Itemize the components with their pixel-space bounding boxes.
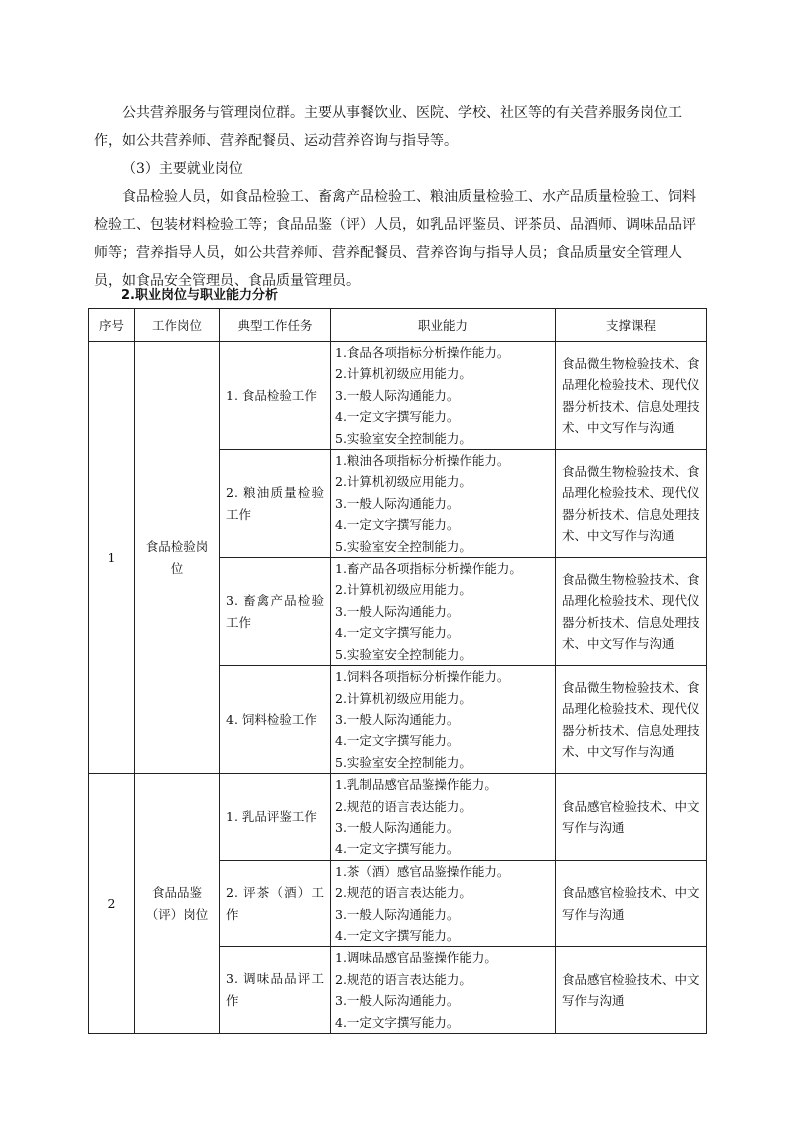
post-name: 食品品鉴（评）岗位 xyxy=(135,774,220,1034)
course-list: 食品微生物检验技术、食品理化检验技术、现代仪器分析技术、信息处理技术、中文写作与沟通 xyxy=(556,558,707,666)
ability-item: 3.一般人际沟通能力。 xyxy=(335,819,460,835)
ability-item: 4.一定文字撰写能力。 xyxy=(335,927,460,943)
ability-list xyxy=(331,342,556,450)
ability-item: 2.计算机初级应用能力。 xyxy=(335,690,472,706)
ability-item: 1.食品各项指标分析操作能力。 xyxy=(335,345,510,360)
task-name: 4. 饲料检验工作 xyxy=(220,666,331,774)
ability-item: 1.调味品感官品鉴操作能力。 xyxy=(335,950,497,966)
ability-list xyxy=(331,558,556,666)
course-list: 食品微生物检验技术、食品理化检验技术、现代仪器分析技术、信息处理技术、中文写作与沟通 xyxy=(556,450,707,558)
ability-item: 1.乳制品感官品鉴操作能力。 xyxy=(335,777,497,793)
ability-item: 2.规范的语言表达能力。 xyxy=(335,971,472,987)
intro-paragraph-2: 食品检验人员，如食品检验工、畜禽产品检验工、粮油质量检验工、水产品质量检验工、饲料检验工、包装材料检验工等；食品品鉴（评）人员，如乳品评鉴员、评茶员、品酒师、调味品品评师等；营养指导人员，如公共营养师、营养配餐员、营养咨询与指导人员；食品质量安全管理人员，如食品安全管理员、食品质量管理员。 xyxy=(94,189,696,289)
task-name: 2. 评茶（酒）工作 xyxy=(220,860,331,947)
ability-item: 1.粮油各项指标分析操作能力。 xyxy=(335,453,510,469)
ability-item: 5.实验室安全控制能力。 xyxy=(335,538,472,554)
ability-item: 1.畜产品各项指标分析操作能力。 xyxy=(335,561,522,577)
task-name: 2. 粮油质量检验工作 xyxy=(220,450,331,558)
row-number: 2 xyxy=(89,774,135,1034)
table-row xyxy=(89,342,707,450)
task-name: 1. 乳品评鉴工作 xyxy=(220,774,331,861)
ability-item: 5.实验室安全控制能力。 xyxy=(335,754,472,770)
ability-item: 2.规范的语言表达能力。 xyxy=(335,798,472,814)
ability-list xyxy=(331,774,556,861)
ability-item: 2.计算机初级应用能力。 xyxy=(335,366,472,382)
ability-item: 5.实验室安全控制能力。 xyxy=(335,646,472,662)
header-no: 序号 xyxy=(89,309,135,342)
task-name: 1. 食品检验工作 xyxy=(220,342,331,450)
ability-item: 4.一定文字撰写能力。 xyxy=(335,733,460,749)
table-row xyxy=(89,774,707,861)
job-ability-table xyxy=(88,308,707,1034)
ability-item: 4.一定文字撰写能力。 xyxy=(335,1014,460,1030)
header-post: 工作岗位 xyxy=(135,309,220,342)
task-name: 3. 畜禽产品检验工作 xyxy=(220,558,331,666)
ability-item: 4.一定文字撰写能力。 xyxy=(335,841,460,857)
subheading-employment-posts: （3）主要就业岗位 xyxy=(122,161,243,177)
table-header-row xyxy=(89,309,707,342)
course-list: 食品感官检验技术、中文写作与沟通 xyxy=(556,774,707,861)
ability-list xyxy=(331,450,556,558)
course-list: 食品感官检验技术、中文写作与沟通 xyxy=(556,947,707,1034)
ability-item: 3.一般人际沟通能力。 xyxy=(335,993,460,1009)
ability-item: 5.实验室安全控制能力。 xyxy=(335,430,472,446)
ability-list xyxy=(331,860,556,947)
ability-item: 3.一般人际沟通能力。 xyxy=(335,387,460,403)
ability-item: 4.一定文字撰写能力。 xyxy=(335,625,460,641)
ability-item: 2.规范的语言表达能力。 xyxy=(335,885,472,901)
ability-item: 2.计算机初级应用能力。 xyxy=(335,474,472,490)
section-heading: 2.职业岗位与职业能力分析 xyxy=(121,288,278,303)
course-list: 食品微生物检验技术、食品理化检验技术、现代仪器分析技术、信息处理技术、中文写作与沟通 xyxy=(556,342,707,450)
header-task: 典型工作任务 xyxy=(220,309,331,342)
course-list: 食品感官检验技术、中文写作与沟通 xyxy=(556,860,707,947)
ability-item: 1.茶（酒）感官品鉴操作能力。 xyxy=(335,863,510,879)
task-name: 3. 调味品品评工作 xyxy=(220,947,331,1034)
ability-item: 3.一般人际沟通能力。 xyxy=(335,495,460,511)
row-number: 1 xyxy=(89,342,135,774)
header-ability: 职业能力 xyxy=(331,309,556,342)
ability-list xyxy=(331,666,556,774)
ability-item: 4.一定文字撰写能力。 xyxy=(335,517,460,533)
ability-list xyxy=(331,947,556,1034)
ability-item: 3.一般人际沟通能力。 xyxy=(335,906,460,922)
ability-item: 4.一定文字撰写能力。 xyxy=(335,409,460,425)
header-course: 支撑课程 xyxy=(556,309,707,342)
ability-item: 3.一般人际沟通能力。 xyxy=(335,711,460,727)
course-list: 食品微生物检验技术、食品理化检验技术、现代仪器分析技术、信息处理技术、中文写作与沟通 xyxy=(556,666,707,774)
ability-item: 1.饲料各项指标分析操作能力。 xyxy=(335,669,510,685)
ability-item: 3.一般人际沟通能力。 xyxy=(335,603,460,619)
intro-paragraph-1: 公共营养服务与管理岗位群。主要从事餐饮业、医院、学校、社区等的有关营养服务岗位工作，如公共营养师、营养配餐员、运动营养咨询与指导等。 xyxy=(94,105,682,149)
ability-item: 2.计算机初级应用能力。 xyxy=(335,582,472,598)
post-name: 食品检验岗位 xyxy=(135,342,220,774)
